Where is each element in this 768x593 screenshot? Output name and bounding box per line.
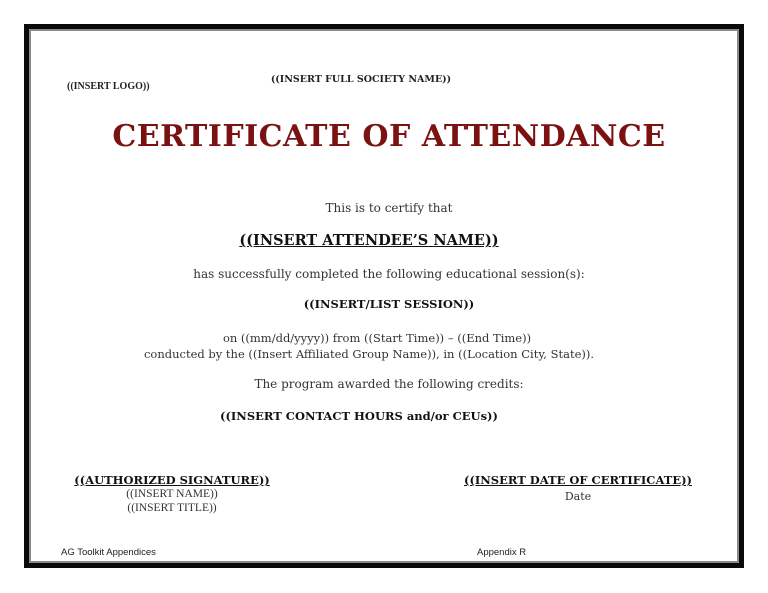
credits-value: ((INSERT CONTACT HOURS and/or CEUs)) [220, 409, 498, 423]
certify-intro: This is to certify that [325, 201, 453, 215]
program-credits-intro: The program awarded the following credits: [254, 377, 524, 391]
footer-appendix-label: Appendix R [477, 547, 527, 558]
conducted-by-line: conducted by the ((Insert Affiliated Group Name)), in ((Location City, State)). [143, 347, 595, 361]
date-time-line: on ((mm/dd/yyyy)) from ((Start Time)) – ((End Time)) [222, 331, 532, 345]
signer-title: ((INSERT TITLE)) [127, 502, 217, 514]
date-label: Date [564, 490, 592, 503]
attendee-name: ((INSERT ATTENDEE’S NAME)) [239, 232, 499, 249]
certificate-title: CERTIFICATE OF ATTENDANCE [112, 119, 666, 154]
certificate-frame [24, 24, 744, 568]
certificate-date: ((INSERT DATE OF CERTIFICATE)) [464, 473, 692, 487]
signer-name: ((INSERT NAME)) [126, 488, 218, 500]
signature-block [67, 473, 277, 515]
completed-statement: has successfully completed the following educational session(s): [193, 267, 585, 281]
session-name: ((INSERT/LIST SESSION)) [303, 297, 475, 311]
authorized-signature: ((AUTHORIZED SIGNATURE)) [74, 473, 270, 487]
footer-toolkit-label: AG Toolkit Appendices [61, 547, 156, 558]
society-name: ((INSERT FULL SOCIETY NAME)) [270, 74, 452, 85]
logo-placeholder: ((INSERT LOGO)) [67, 81, 150, 92]
date-block [453, 473, 703, 503]
